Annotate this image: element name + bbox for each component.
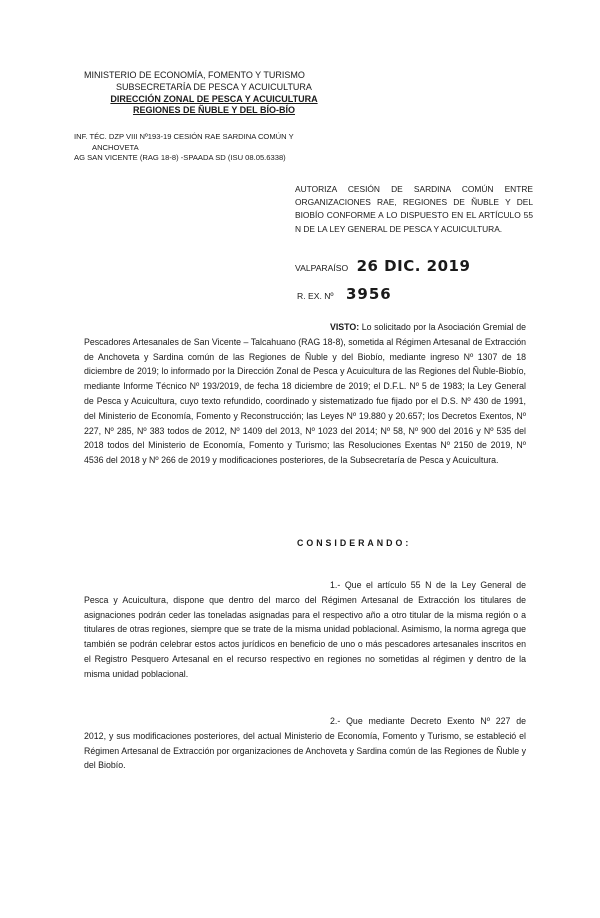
subsecretariat-name: SUBSECRETARÍA DE PESCA Y ACUICULTURA [116,81,312,92]
place-date [295,257,470,275]
resolution-number-line [297,285,392,303]
reference-block [74,132,334,164]
considerando-item-1 [84,578,526,682]
regions-name: REGIONES DE ÑUBLE Y DEL BÍO-BÍO [132,105,296,116]
reference-line-3: AG SAN VICENTE (RAG 18-8) -SPAADA SD (ISU 08.05.6338) [74,153,286,162]
item-number: 2.- [330,716,341,726]
item-number: 1.- [330,580,341,590]
date-stamp: 26 DIC. 2019 [356,257,471,275]
ministry-name: MINISTERIO DE ECONOMÍA, FOMENTO Y TURISMO [84,70,305,80]
visto-text: Lo solicitado por la Asociación Gremial de Pescadores Artesanales de San Vicente – Talcahuano (RAG 18-8), sometida al Régimen Artesanal de Extracción de Anchoveta y Sardina común de las Regiones de Ñuble y del Biobío, mediante ingreso Nº 1307 de 18 diciembre de 2019; lo informado por la Dirección Zonal de Pesca y Acuicultura de las Regiones del Ñuble-Biobío, mediante Informe Técnico Nº 193/2019, de fecha 18 diciembre de 2019; el D.F.L. Nº 5 de 1983; la Ley General de Pesca y Acuicultura, cuyo texto refundido, coordinado y sistematizado fue fijado por el D.S. Nº 430 de 1991, del Ministerio de Economía, Fomento y Reconstrucción; las Leyes Nº 19.880 y 20.657; los Decretos Exentos, Nº 227, Nº 285, Nº 383 todos de 2012, Nº 1409 del 2013, Nº 1023 del 2014; Nº 58, Nº 900 del 2016 y Nº 535 del 2018 todos del Ministerio de Economía, Fomento y Turismo; las Resoluciones Exentas Nº 2150 de 2019, Nº 4536 del 2018 y Nº 266 de 2019 y modificaciones posteriores, de la Subsecretaría de Pesca y Acuicultura. [84,322,526,466]
considerando-heading: CONSIDERANDO: [297,538,412,548]
resolution-label: R. EX. Nº [297,291,334,301]
visto-label: VISTO: [330,322,360,332]
resolution-number: 3956 [345,285,392,303]
item-text: Que mediante Decreto Exento Nº 227 de 2012, y sus modificaciones posteriores, del actual Ministerio de Economía, Fomento y Turismo, se estableció el Régimen Artesanal de Extracción por organizaciones de Anchoveta y Sardina común de las Regiones de Ñuble y del Biobío. [84,716,526,771]
item-text: Que el artículo 55 N de la Ley General de Pesca y Acuicultura, dispone que dentro del marco del Régimen Artesanal de Extracción los titulares de asignaciones podrán ceder las toneladas asignadas para el respectivo año a otro titular de la misma región o a titulares de otras regiones, siempre que se trate de la misma unidad poblacional. Asimismo, la norma agrega que también se podrán celebrar estos actos jurídicos en beneficio de uno o más pescadores artesanales inscritos en el Registro Pesquero Artesanal en el recurso respectivo en regiones no sometidas al régimen y dentro de la misma unidad poblacional. [84,580,526,679]
visto-paragraph [84,320,526,468]
place-label: VALPARAÍSO [295,263,349,273]
letterhead [84,70,344,117]
zonal-direction-name: DIRECCIÓN ZONAL DE PESCA Y ACUICULTURA [110,93,318,104]
reference-line-2: ANCHOVETA [92,142,139,152]
resolution-subject: AUTORIZA CESIÓN DE SARDINA COMÚN ENTRE ORGANIZACIONES RAE, REGIONES DE ÑUBLE Y DEL BIOBÍO CONFORME A LO DISPUESTO EN EL ARTÍCULO 55 N DE LA LEY GENERAL DE PESCA Y ACUICULTURA. [295,184,533,234]
considerando-item-2 [84,714,526,773]
reference-line-1: INF. TÉC. DZP VIII Nº193-19 CESIÓN RAE SARDINA COMÚN Y [74,132,294,141]
